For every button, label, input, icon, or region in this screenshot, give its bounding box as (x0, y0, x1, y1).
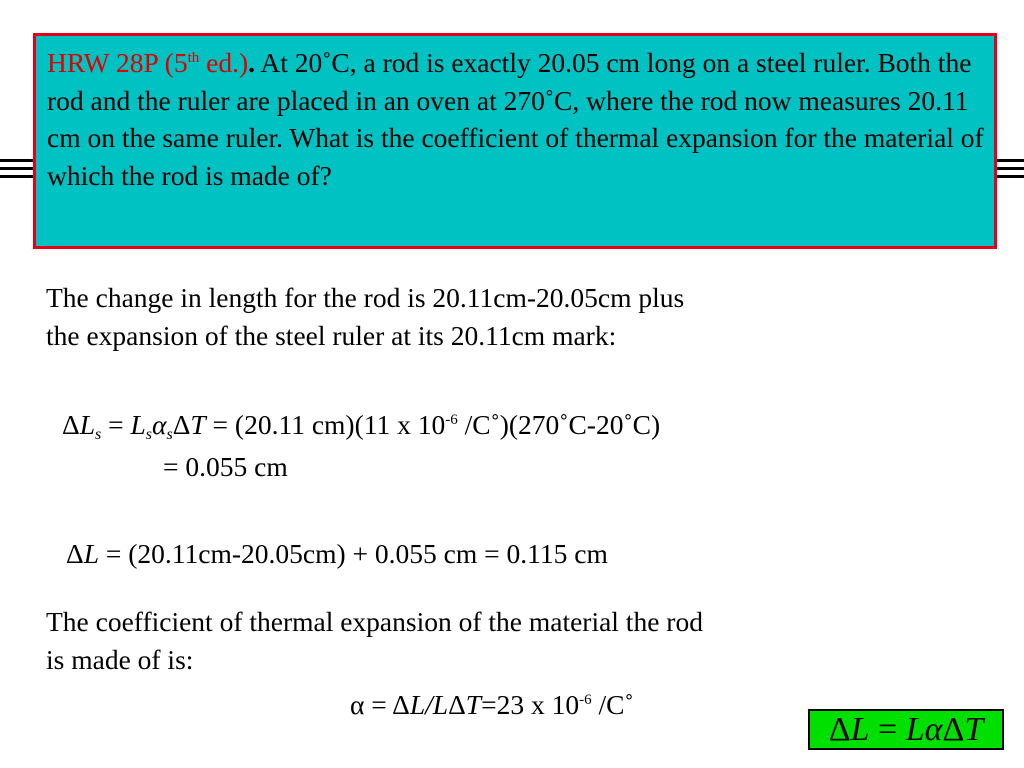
conclusion-line-1: The coefficient of thermal expansion of the material the rod (46, 606, 703, 637)
problem-box (33, 33, 997, 249)
explanation-paragraph (46, 279, 684, 355)
conclusion-paragraph (46, 603, 703, 679)
conclusion-line-2: is made of is: (46, 644, 194, 675)
explanation-line-1: The change in length for the rod is 20.11cm-20.05cm plus (46, 282, 685, 313)
problem-text: At 20˚C, a rod is exactly 20.05 cm long on a steel ruler. Both the rod and the ruler are placed in an oven at 270˚C, where the rod now measures 20.11 cm on the same ruler. What is the coefficient of thermal expansion for the material of which the rod is made of? (47, 47, 984, 191)
coefficient-equation: α = ΔL/LΔT=23 x $10^{-6}$ /C˚ (350, 689, 634, 720)
problem-ref-dot: . (248, 47, 255, 78)
explanation-line-2: the expansion of the steel ruler at its 20.11cm mark: (46, 320, 617, 351)
thermal-expansion-formula-box: ΔL = LαΔT (808, 709, 1004, 750)
total-change-equation: ΔL = (20.11cm-20.05cm) + 0.055 cm = 0.115 cm (66, 538, 608, 569)
ruler-expansion-result: = 0.055 cm (163, 451, 288, 482)
problem-ref: HRW 28P (5th ed.) (47, 47, 249, 78)
ruler-expansion-equation: $\Delta L_s = L_s\alpha_s\Delta T = (20.11$ cm)(11 x $10^{-6}$ /C˚)(270˚C-20˚C) (62, 409, 661, 443)
